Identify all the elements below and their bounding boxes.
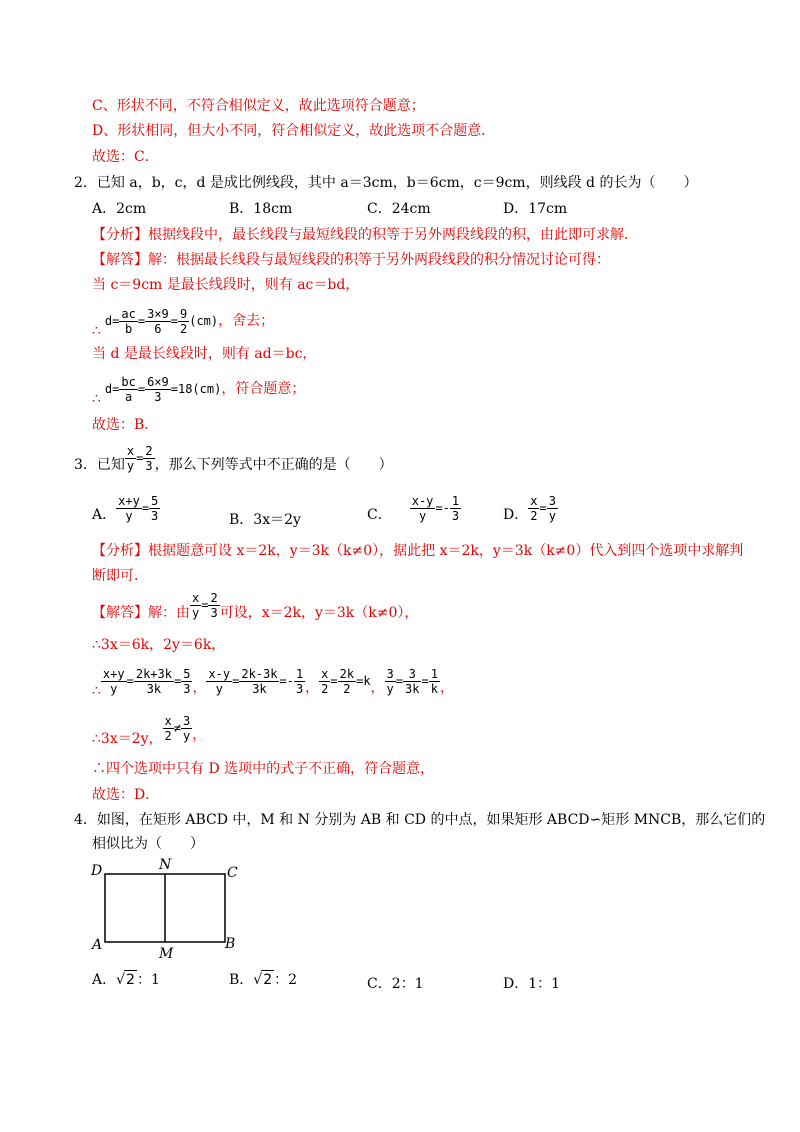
q3-stem-prefix: 3．已知 — [74, 457, 125, 473]
denominator: y — [110, 681, 118, 696]
fraction — [429, 667, 440, 696]
fraction — [450, 494, 461, 523]
neq-prefix: ∴3x＝2y， — [92, 731, 163, 747]
therefore-symbol: ∴ — [92, 391, 101, 407]
eq-result: =k — [356, 674, 371, 688]
fraction — [119, 375, 137, 404]
denominator: b — [124, 321, 133, 336]
numerator: bc — [121, 374, 136, 389]
denominator: 2 — [530, 508, 538, 523]
q3-stem: 3．已知 $\frac{x}{y}$ = $\frac{2}{3}$ ，那么下列等式中不正确的是（ ） — [74, 443, 393, 473]
prev-option-c-explanation: C、形状不同，不符合相似定义，故此选项符合题意； — [92, 98, 425, 114]
fraction — [145, 307, 171, 336]
numerator: 2k+3k — [135, 666, 172, 681]
numerator: x — [530, 493, 538, 508]
numerator: x+y — [102, 666, 125, 681]
q4-option-b — [229, 970, 297, 989]
therefore-symbol: ∴ — [92, 683, 101, 699]
numerator: x — [192, 590, 200, 605]
numerator: 3×9 — [147, 306, 169, 321]
numerator: 2 — [210, 590, 218, 605]
denominator: y — [548, 508, 556, 523]
q3-solution-intro: 【解答】解：由 $\frac{x}{y}$ = $\frac{2}{3}$ 可设，x＝2k，y＝3k（k≠0）， — [92, 590, 419, 621]
q3-conclusion: ∴四个选项中只有 D 选项中的式子不正确，符合题意， — [92, 761, 435, 777]
denominator: k — [430, 681, 438, 696]
numerator: 1 — [295, 666, 304, 681]
numerator: 1 — [451, 493, 460, 508]
therefore-symbol: ∴ — [92, 323, 101, 339]
q4-stem-line-1: 4．如图，在矩形 ABCD 中，M 和 N 分别为 AB 和 CD 的中点，如果矩形 ABCD∽矩形 MNCB，那么它们的 — [74, 812, 766, 828]
option-label: A． — [92, 507, 117, 523]
fraction — [181, 667, 192, 696]
numerator: x-y — [411, 493, 434, 508]
numerator: x — [321, 666, 329, 681]
eq-lhs: d= — [104, 382, 120, 396]
eq-lhs: d= — [104, 314, 120, 328]
eq-result: =18(cm) — [170, 382, 222, 396]
fraction — [403, 667, 421, 696]
q3-option-b — [229, 511, 301, 529]
denominator: y — [126, 458, 135, 473]
denominator: 2 — [321, 681, 329, 696]
denominator: 3k — [252, 681, 267, 696]
q2-option-d: D．17cm — [503, 201, 568, 217]
q3-option-c — [367, 492, 461, 528]
operator: = — [539, 501, 547, 515]
fraction — [338, 667, 356, 696]
option-text: ：2 — [274, 972, 298, 988]
q3-answer: 故选：D． — [92, 787, 160, 803]
numerator: 5 — [183, 666, 191, 681]
numerator: 9 — [179, 306, 188, 321]
denominator: y — [215, 681, 223, 696]
numerator: 2k-3k — [241, 666, 278, 681]
label-b: B — [225, 936, 236, 952]
option-label: D． — [503, 976, 529, 992]
option-label: D． — [503, 507, 529, 523]
fraction — [125, 444, 136, 473]
fraction — [206, 667, 232, 696]
q3-stem-suffix: ，那么下列等式中不正确的是（ ） — [154, 457, 393, 473]
q3-option-a — [92, 492, 160, 528]
denominator: y — [386, 681, 394, 696]
operator: = — [141, 501, 150, 515]
numerator: x — [164, 713, 172, 728]
q2-equation-1: ∴ d= $\frac{ac}{b}$ = $\frac{3\times 9}{6}$ = $\frac{9}{2}$ (cm) ，舍去； — [92, 306, 275, 339]
denominator: 3k — [405, 681, 420, 696]
label-m: M — [159, 946, 174, 962]
radicand: 2 — [126, 972, 135, 988]
denominator: 3 — [210, 605, 218, 620]
numerator: 3 — [403, 667, 421, 682]
option-text: 2：1 — [391, 976, 424, 992]
numerator: 1 — [430, 666, 438, 681]
fraction — [149, 494, 160, 523]
rectangle-figure — [88, 856, 248, 962]
q3-neq-line: ∴3x＝2y， $\frac{x}{2}$ ≠ $\frac{3}{y}$ ， — [92, 713, 207, 747]
sqrt-icon: √ — [253, 972, 263, 988]
numerator: 6×9 — [147, 374, 169, 389]
option-label: B． — [229, 972, 254, 988]
q4-stem-line-2: 相似比为（ ） — [92, 836, 204, 852]
numerator: ac — [121, 306, 136, 321]
fraction — [239, 667, 279, 696]
q3-line-a: ∴3x＝6k，2y＝6k， — [92, 637, 226, 653]
fraction — [181, 714, 192, 743]
q3-analysis-line-1: 【分析】根据题意可设 x＝2k，y＝3k（k≠0），据此把 x＝2k，y＝3k（k≠0）代入到四个选项中求解判 — [92, 543, 744, 559]
fraction — [178, 307, 189, 336]
label-a: A — [92, 937, 103, 953]
denominator: a — [124, 389, 133, 404]
numerator: 3 — [386, 666, 394, 681]
label-c: C — [227, 865, 238, 881]
numerator: 5 — [151, 493, 159, 508]
unit: (cm) — [189, 314, 219, 328]
fraction — [143, 444, 154, 473]
solution-prefix: 【解答】解：由 — [92, 605, 190, 621]
q4-option-a — [92, 970, 160, 989]
numerator: x-y — [208, 666, 231, 681]
q2-option-b: B．18cm — [229, 201, 293, 217]
denominator: y — [192, 605, 200, 620]
denominator: 3 — [154, 389, 162, 404]
fraction — [208, 591, 219, 620]
fraction — [410, 494, 436, 523]
denominator: 2 — [164, 728, 172, 743]
fraction — [190, 591, 201, 620]
fraction — [319, 667, 330, 696]
fraction — [116, 494, 142, 523]
numerator: 2k — [339, 666, 355, 681]
q3-analysis-line-2: 断即可． — [92, 568, 148, 584]
fraction — [163, 714, 174, 743]
eq-tail: ，舍去； — [218, 313, 275, 329]
fraction — [528, 494, 539, 523]
q2-option-c: C．24cm — [367, 201, 431, 217]
sqrt-icon: √ — [116, 972, 126, 988]
denominator: 2 — [343, 681, 351, 696]
q4-option-d — [503, 975, 560, 993]
operator: =- — [435, 501, 450, 515]
q3-calc-line: ∴ $\frac{x+y}{y}$ = $\frac{2k+3k}{3k}$ = $\frac{5}{3}$ ， $\frac{x-y}{y}$ = $\frac{2k-3k}{3k}$ =- $\frac{1}{3}$ ， $\frac{x}{2}$ = $\frac{2k}{2}$ =k ， $\frac{3}{y}$ = $\frac{3}{3k}$ = $\frac{1}{k}$ ， — [92, 666, 454, 699]
q2-solution-intro: 【解答】解：根据最长线段与最短线段的积等于另外两段线段的积分情况讨论可得： — [92, 252, 610, 268]
option-label: C． — [367, 507, 392, 523]
eq-tail: ，符合题意； — [221, 381, 306, 397]
q2-equation-2: ∴ d= $\frac{bc}{a}$ = $\frac{6\times 9}{3}$ =18(cm) ，符合题意； — [92, 374, 306, 407]
denominator: 3 — [295, 681, 304, 696]
numerator: x — [126, 443, 135, 458]
numerator: 3 — [183, 713, 191, 728]
denominator: y — [125, 508, 133, 523]
not-equal-sign: ≠ — [173, 721, 181, 735]
numerator: 2 — [145, 443, 153, 458]
prev-option-d-explanation: D、形状相同，但大小不同，符合相似定义，故此选项不合题意． — [92, 123, 496, 139]
fraction — [385, 667, 396, 696]
radicand: 2 — [263, 972, 273, 988]
denominator: y — [183, 728, 191, 743]
option-label: C． — [367, 976, 392, 992]
q2-case-2: 当 d 是最长线段时，则有 ad＝bc， — [92, 346, 317, 362]
prev-answer: 故选：C． — [92, 149, 159, 165]
q2-answer: 故选：B． — [92, 417, 159, 433]
option-text: 3x＝2y — [253, 512, 301, 528]
option-text: ：1 — [136, 972, 160, 988]
denominator: 3k — [146, 681, 162, 696]
denominator: 3 — [151, 508, 159, 523]
q2-stem: 2．已知 a，b，c，d 是成比例线段，其中 a＝3cm，b＝6cm，c＝9cm，则线段 d 的长为（ ） — [74, 175, 698, 191]
option-label: A． — [92, 972, 117, 988]
q3-option-d — [503, 492, 558, 528]
fraction — [134, 667, 174, 696]
denominator: y — [418, 508, 427, 523]
denominator: 3 — [145, 458, 153, 473]
numerator: 3 — [548, 493, 556, 508]
denominator: 3 — [183, 681, 191, 696]
numerator: x+y — [118, 493, 140, 508]
denominator: 3 — [451, 508, 460, 523]
option-text: 1：1 — [528, 976, 561, 992]
fraction — [101, 667, 127, 696]
denominator: 2 — [179, 321, 188, 336]
option-label: B． — [229, 512, 254, 528]
label-d: D — [91, 863, 103, 879]
q2-case-1: 当 c＝9cm 是最长线段时，则有 ac＝bd， — [92, 277, 360, 293]
q2-option-a: A．2cm — [92, 201, 147, 217]
solution-suffix: 可设，x＝2k，y＝3k（k≠0）， — [219, 605, 419, 621]
label-n: N — [159, 857, 172, 873]
q4-option-c — [367, 975, 424, 993]
fraction — [119, 307, 137, 336]
fraction — [294, 667, 305, 696]
denominator: 6 — [154, 321, 162, 336]
fraction — [145, 375, 171, 404]
rectangle-diagram — [88, 856, 248, 962]
fraction — [547, 494, 558, 523]
q2-analysis: 【分析】根据线段中，最长线段与最短线段的积等于另外两段线段的积，由此即可求解． — [92, 227, 638, 243]
